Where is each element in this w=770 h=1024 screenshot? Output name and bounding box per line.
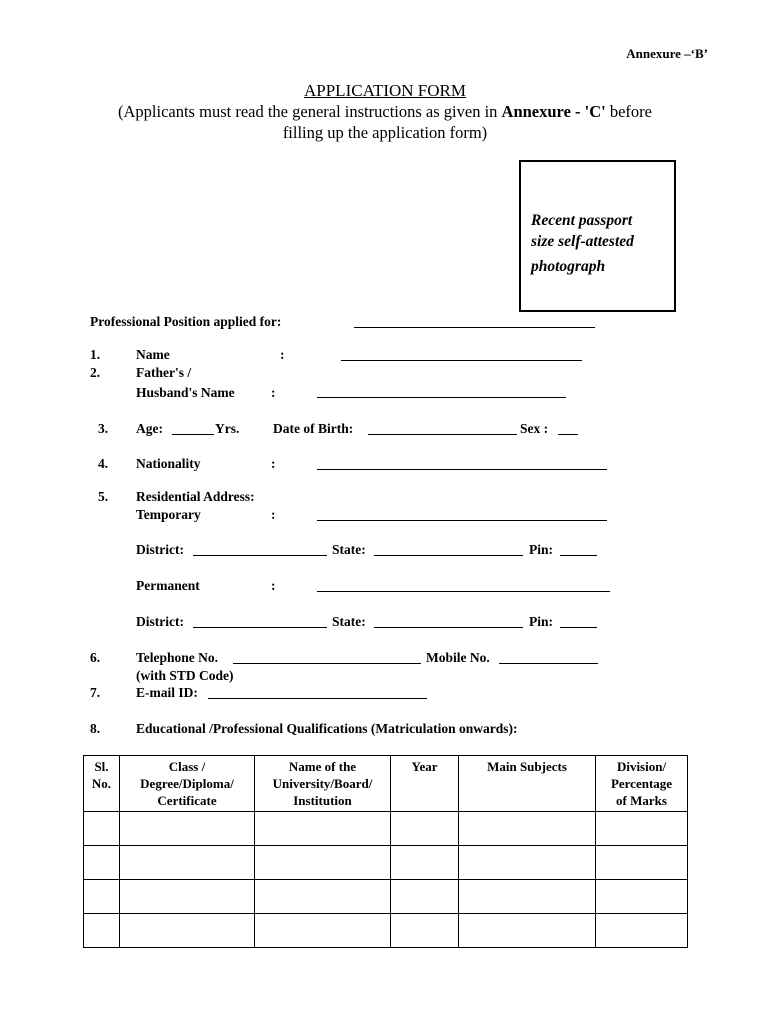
email-label: E-mail ID: [136, 685, 198, 700]
mobile-field[interactable] [499, 663, 598, 664]
header-division: Division/ Percentage of Marks [596, 756, 688, 812]
table-cell[interactable] [391, 914, 459, 948]
mobile-label: Mobile No. [426, 650, 490, 665]
sex-field[interactable] [558, 434, 578, 435]
std-code-label: (with STD Code) [136, 668, 234, 683]
table-cell[interactable] [84, 914, 120, 948]
name-colon: : [280, 347, 285, 362]
photo-box[interactable] [519, 160, 676, 312]
item-number-5: 5. [98, 489, 109, 504]
temp-district-label: District: [136, 542, 184, 557]
item-number-1: 1. [90, 347, 101, 362]
item-number-7: 7. [90, 685, 101, 700]
father-colon: : [271, 385, 276, 400]
perm-pin-field[interactable] [560, 627, 597, 628]
permanent-colon: : [271, 578, 276, 593]
header-year: Year [391, 756, 459, 812]
item-number-8: 8. [90, 721, 101, 736]
table-cell[interactable] [255, 846, 391, 880]
perm-pin-label: Pin: [529, 614, 554, 629]
item-number-6: 6. [90, 650, 101, 665]
table-cell[interactable] [255, 880, 391, 914]
header-class-degree: Class / Degree/Diploma/ Certificate [120, 756, 255, 812]
header-main-subjects: Main Subjects [459, 756, 596, 812]
temp-pin-label: Pin: [529, 542, 554, 557]
email-field[interactable] [208, 698, 427, 699]
header-university: Name of the University/Board/ Institution [255, 756, 391, 812]
father-label-line2: Husband's Name [136, 385, 235, 400]
table-cell[interactable] [120, 914, 255, 948]
nationality-colon: : [271, 456, 276, 471]
table-cell[interactable] [120, 846, 255, 880]
father-label-line1: Father's / [136, 365, 192, 380]
age-label: Age: [136, 421, 163, 436]
table-cell[interactable] [391, 846, 459, 880]
form-subtitle-line2: filling up the application form) [282, 123, 488, 142]
table-row [84, 914, 688, 948]
dob-field[interactable] [368, 434, 517, 435]
father-name-field[interactable] [317, 397, 566, 398]
item-number-2: 2. [90, 365, 101, 380]
annexure-label: Annexure –‘B’ [626, 46, 708, 61]
table-cell[interactable] [84, 880, 120, 914]
table-row [84, 812, 688, 846]
table-cell[interactable] [459, 880, 596, 914]
sex-label: Sex : [520, 421, 549, 436]
age-field[interactable] [172, 434, 214, 435]
table-cell[interactable] [596, 880, 688, 914]
temp-state-label: State: [332, 542, 366, 557]
item-number-3: 3. [98, 421, 109, 436]
table-cell[interactable] [459, 846, 596, 880]
permanent-address-field[interactable] [317, 591, 610, 592]
qualifications-label: Educational /Professional Qualifications (Matriculation onwards): [136, 721, 518, 736]
temp-district-field[interactable] [193, 555, 327, 556]
table-cell[interactable] [596, 846, 688, 880]
table-cell[interactable] [459, 914, 596, 948]
perm-district-field[interactable] [193, 627, 327, 628]
table-cell[interactable] [459, 812, 596, 846]
table-cell[interactable] [84, 812, 120, 846]
table-cell[interactable] [255, 914, 391, 948]
nationality-field[interactable] [317, 469, 607, 470]
table-cell[interactable] [391, 880, 459, 914]
table-cell[interactable] [391, 812, 459, 846]
temp-state-field[interactable] [374, 555, 523, 556]
name-field[interactable] [341, 360, 582, 361]
table-cell[interactable] [120, 880, 255, 914]
position-field[interactable] [354, 327, 595, 328]
header-sl-no: Sl. No. [84, 756, 120, 812]
perm-state-field[interactable] [374, 627, 523, 628]
telephone-field[interactable] [233, 663, 421, 664]
item-number-4: 4. [98, 456, 109, 471]
table-cell[interactable] [596, 914, 688, 948]
address-label: Residential Address: [136, 489, 255, 504]
table-row [84, 846, 688, 880]
telephone-label: Telephone No. [136, 650, 219, 665]
table-cell[interactable] [255, 812, 391, 846]
table-cell[interactable] [84, 846, 120, 880]
perm-state-label: State: [332, 614, 366, 629]
form-subtitle: (Applicants must read the general instructions as given in Annexure - 'C' before [118, 102, 652, 121]
name-label: Name [136, 347, 170, 362]
table-row [84, 880, 688, 914]
table-cell[interactable] [596, 812, 688, 846]
position-label: Professional Position applied for: [90, 314, 282, 329]
nationality-label: Nationality [136, 456, 201, 471]
temporary-colon: : [271, 507, 276, 522]
temporary-label: Temporary [136, 507, 201, 522]
form-title: APPLICATION FORM [304, 81, 466, 100]
perm-district-label: District: [136, 614, 184, 629]
table-header-row [84, 756, 688, 812]
dob-label: Date of Birth: [273, 421, 354, 436]
table-cell[interactable] [120, 812, 255, 846]
temp-pin-field[interactable] [560, 555, 597, 556]
photo-instructions: Recent passport size self-attested photograph [531, 212, 634, 275]
permanent-label: Permanent [136, 578, 200, 593]
temporary-address-field[interactable] [317, 520, 607, 521]
age-unit: Yrs. [215, 421, 240, 436]
qualifications-table [83, 755, 688, 948]
